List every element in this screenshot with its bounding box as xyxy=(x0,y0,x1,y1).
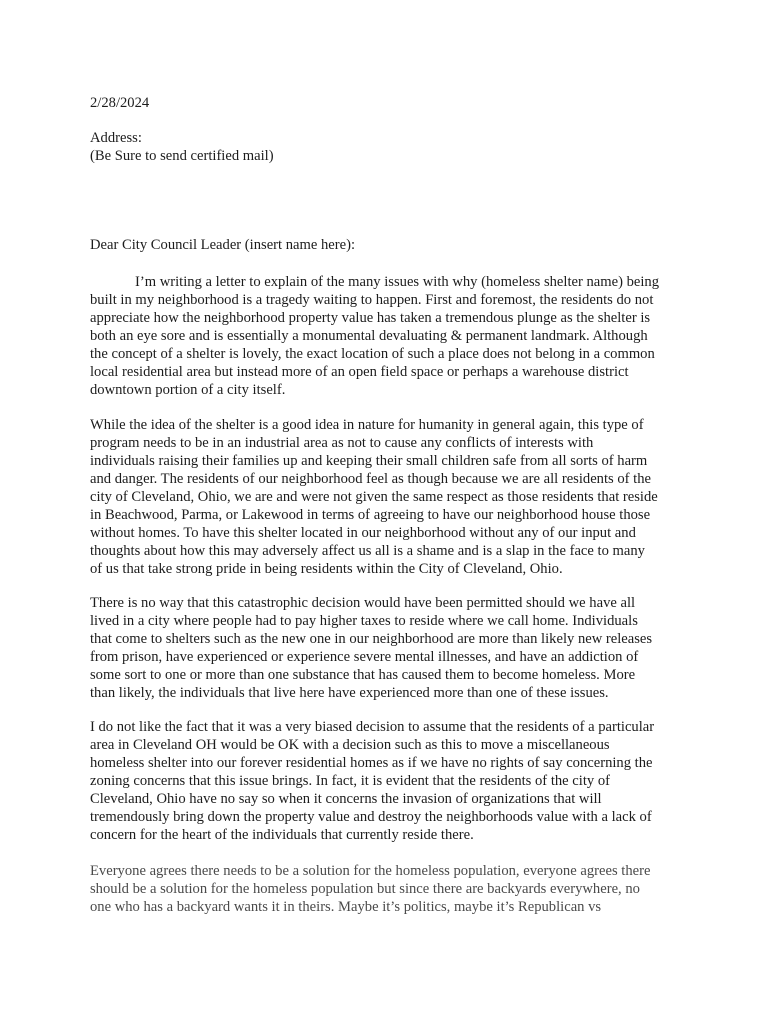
address-label: Address: xyxy=(90,130,142,146)
paragraph-2-line: thoughts about how this may adversely affect us all is a shame and is a slap in the face to many xyxy=(90,543,645,559)
paragraph-5-line: Everyone agrees there needs to be a solution for the homeless population, everyone agrees there xyxy=(90,863,651,879)
paragraph-4-line: concern for the heart of the individuals that currently reside there. xyxy=(90,827,474,843)
paragraph-3-line: lived in a city where people had to pay higher taxes to reside where we call home. Individuals xyxy=(90,613,638,629)
paragraph-4-line: I do not like the fact that it was a very biased decision to assume that the residents of a particular xyxy=(90,719,655,735)
paragraph-1-line: both an eye sore and is essentially a monumental devaluating & permanent landmark. Although xyxy=(90,328,648,344)
paragraph-1-line: I’m writing a letter to explain of the many issues with why (homeless shelter name) being xyxy=(135,274,660,290)
paragraph-2-line: in Beachwood, Parma, or Lakewood in terms of agreeing to have our neighborhood house those xyxy=(90,507,651,523)
letter-date: 2/28/2024 xyxy=(90,95,150,111)
paragraph-1-line: local residential area but instead more of an open field space or perhaps a warehouse district xyxy=(90,364,629,380)
paragraph-4-line: area in Cleveland OH would be OK with a decision such as this to move a miscellaneous xyxy=(90,737,610,753)
paragraph-2-line: without homes. To have this shelter located in our neighborhood without any of our input and xyxy=(90,525,636,541)
paragraph-1-line: the concept of a shelter is lovely, the exact location of such a place does not belong in a common xyxy=(90,346,655,362)
paragraph-5-line: should be a solution for the homeless population but since there are backyards everywhere, no xyxy=(90,881,640,897)
paragraph-2-line: individuals raising their families up and keeping their small children safe from all sorts of harm xyxy=(90,453,648,469)
paragraph-3-line: some sort to one or more than one substance that has caused them to become homeless. More xyxy=(90,667,636,683)
paragraph-5-line: one who has a backyard wants it in theirs. Maybe it’s politics, maybe it’s Republican vs xyxy=(90,899,602,915)
paragraph-2-line: and danger. The residents of our neighborhood feel as though because we are all residents of the xyxy=(90,471,651,487)
paragraph-3-line: from prison, have experienced or experience severe mental illnesses, and have an addiction of xyxy=(90,649,639,665)
paragraph-4-line: Cleveland, Ohio have no say so when it concerns the invasion of organizations that will xyxy=(90,791,602,807)
paragraph-2-line: While the idea of the shelter is a good idea in nature for humanity in general again, this type of xyxy=(90,417,644,433)
paragraph-1-line: built in my neighborhood is a tragedy waiting to happen. First and foremost, the residents do not xyxy=(90,292,654,308)
paragraph-2-line: of us that take strong pride in being residents within the City of Cleveland, Ohio. xyxy=(90,561,563,577)
address-note: (Be Sure to send certified mail) xyxy=(90,148,274,164)
paragraph-1-line: appreciate how the neighborhood property value has taken a tremendous plunge as the shelter is xyxy=(90,310,651,326)
paragraph-2-line: program needs to be in an industrial area as not to cause any conflicts of interests with xyxy=(90,435,594,451)
paragraph-4-line: tremendously bring down the property value and destroy the neighborhoods value with a lack of xyxy=(90,809,652,825)
paragraph-2-line: city of Cleveland, Ohio, we are and were not given the same respect as those residents that reside xyxy=(90,489,658,505)
paragraph-3-line: that come to shelters such as the new one in our neighborhood are more than likely new releases xyxy=(90,631,653,647)
paragraph-4-line: homeless shelter into our forever residential homes as if we have no rights of say concerning the xyxy=(90,755,653,771)
paragraph-3-line: There is no way that this catastrophic decision would have been permitted should we have all xyxy=(90,595,636,611)
paragraph-3-line: than likely, the individuals that live here have experienced more than one of these issues. xyxy=(90,685,609,701)
paragraph-1-line: downtown portion of a city itself. xyxy=(90,382,286,398)
salutation: Dear City Council Leader (insert name here): xyxy=(90,237,356,253)
paragraph-4-line: zoning concerns that this issue brings. In fact, it is evident that the residents of the city of xyxy=(90,773,610,789)
